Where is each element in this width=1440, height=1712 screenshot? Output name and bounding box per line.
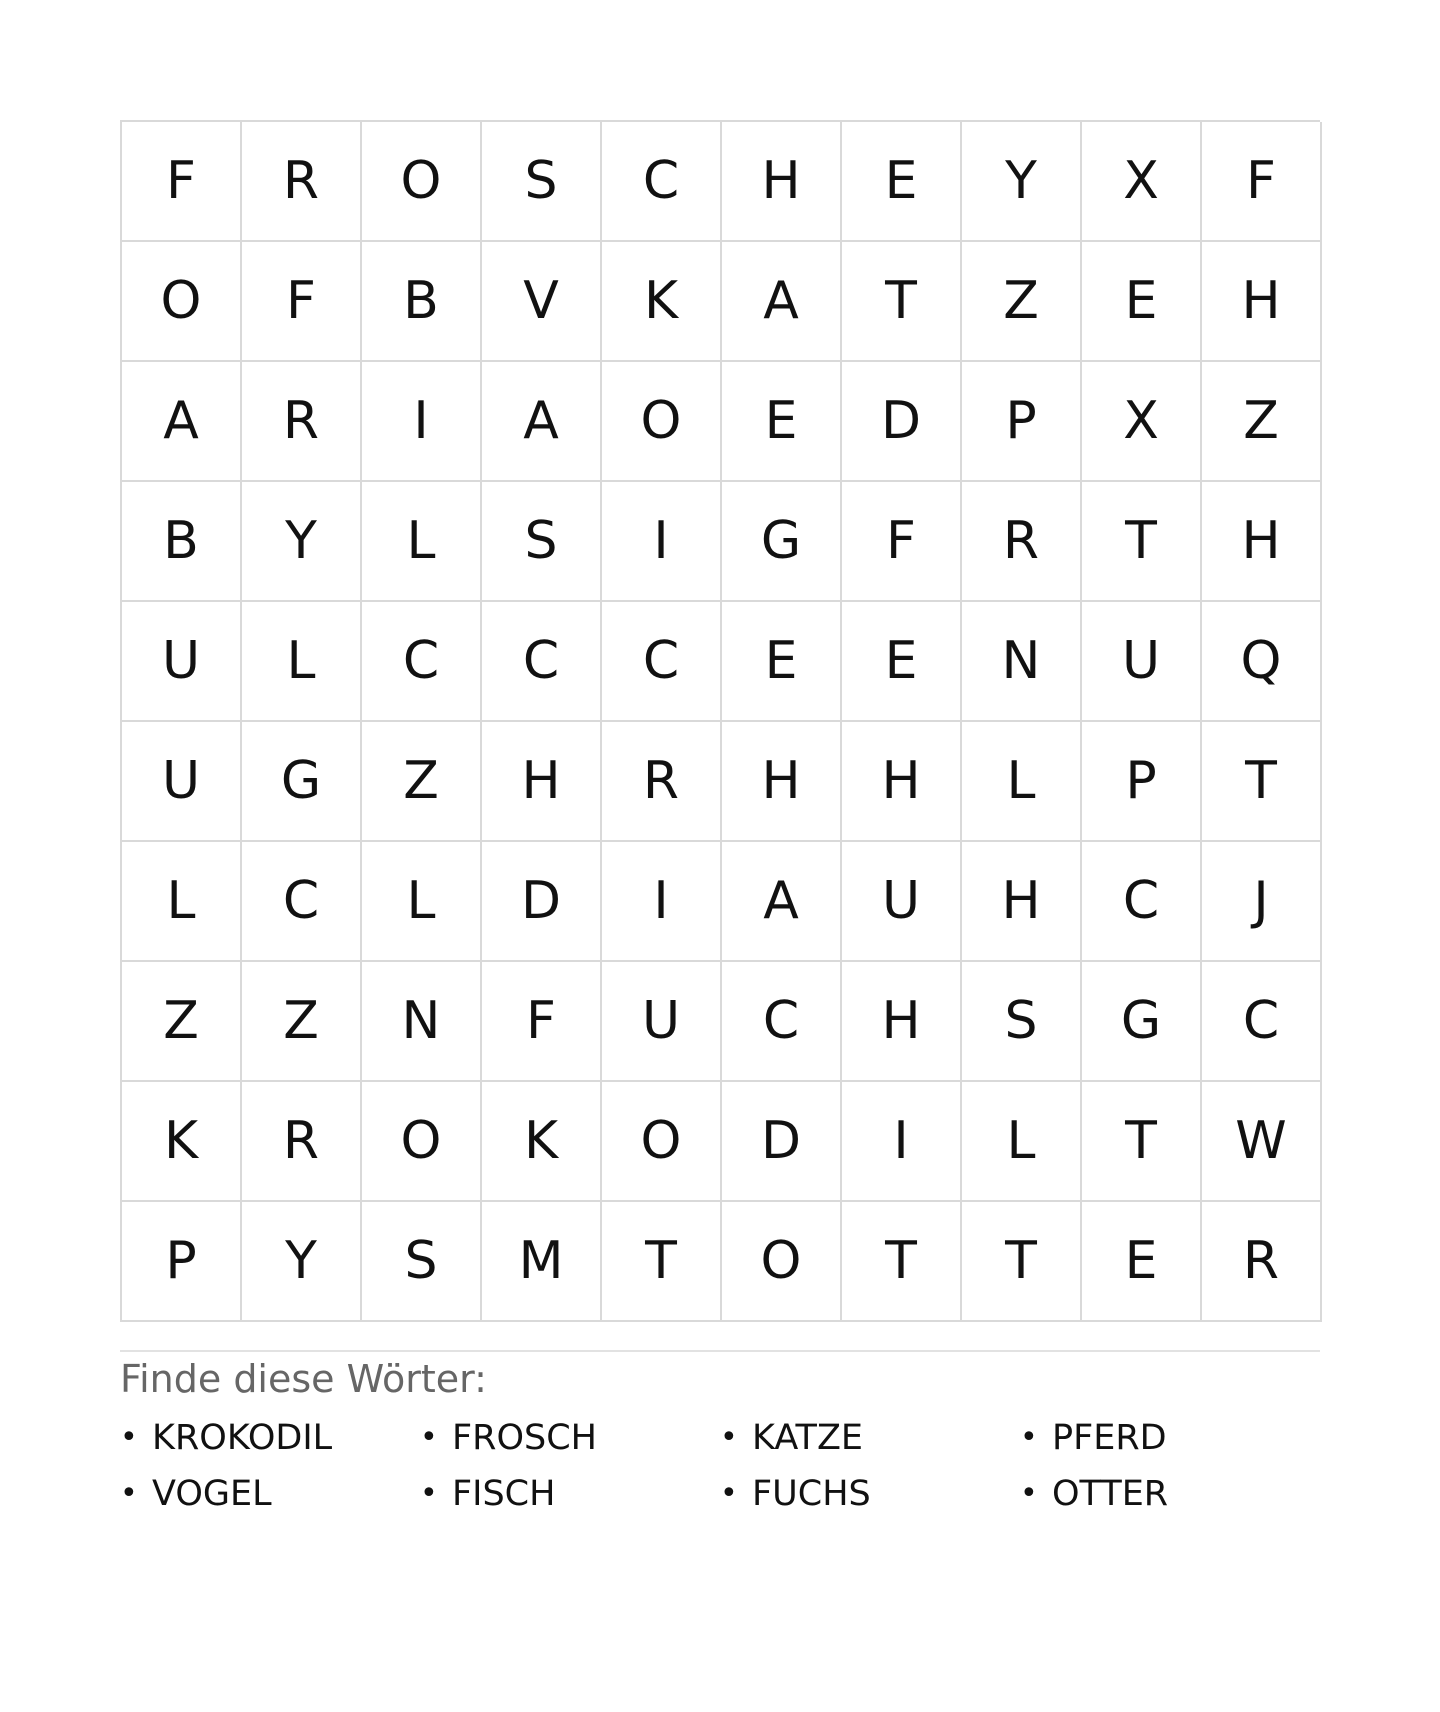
grid-cell[interactable]: X	[1082, 122, 1202, 242]
grid-cell[interactable]: O	[602, 362, 722, 482]
grid-cell[interactable]: L	[362, 842, 482, 962]
grid-cell[interactable]: U	[602, 962, 722, 1082]
grid-cell[interactable]: R	[602, 722, 722, 842]
grid-cell[interactable]: E	[1082, 1202, 1202, 1322]
word-list-item	[420, 1470, 720, 1518]
grid-cell[interactable]: S	[362, 1202, 482, 1322]
grid-cell[interactable]: G	[242, 722, 362, 842]
grid-cell[interactable]: C	[602, 602, 722, 722]
grid-cell[interactable]: Z	[242, 962, 362, 1082]
grid-cell[interactable]: N	[362, 962, 482, 1082]
grid-cell[interactable]: S	[962, 962, 1082, 1082]
grid-cell[interactable]: O	[602, 1082, 722, 1202]
word-label: PFERD	[1052, 1418, 1167, 1458]
grid-cell[interactable]: E	[1082, 242, 1202, 362]
word-list-heading: Finde diese Wörter:	[120, 1357, 487, 1401]
bullet-icon: •	[1020, 1420, 1038, 1455]
grid-cell[interactable]: A	[722, 842, 842, 962]
grid-cell[interactable]: X	[1082, 362, 1202, 482]
grid-cell[interactable]: U	[122, 722, 242, 842]
word-list-item	[1020, 1414, 1320, 1462]
word-label: FISCH	[452, 1474, 556, 1514]
grid-cell[interactable]: C	[242, 842, 362, 962]
grid-cell[interactable]: R	[242, 1082, 362, 1202]
bullet-icon: •	[1020, 1476, 1038, 1511]
grid-cell[interactable]: Z	[962, 242, 1082, 362]
grid-cell[interactable]: H	[962, 842, 1082, 962]
word-list	[120, 1414, 1320, 1518]
grid-cell[interactable]: P	[1082, 722, 1202, 842]
grid-cell[interactable]: T	[842, 242, 962, 362]
grid-cell[interactable]: K	[122, 1082, 242, 1202]
grid-cell[interactable]: B	[122, 482, 242, 602]
grid-cell[interactable]: P	[962, 362, 1082, 482]
grid-cell[interactable]: L	[362, 482, 482, 602]
grid-cell[interactable]: O	[722, 1202, 842, 1322]
grid-cell[interactable]: Z	[122, 962, 242, 1082]
grid-cell[interactable]: C	[482, 602, 602, 722]
bullet-icon: •	[420, 1476, 438, 1511]
grid-cell[interactable]: A	[482, 362, 602, 482]
grid-cell[interactable]: W	[1202, 1082, 1322, 1202]
word-label: VOGEL	[152, 1474, 272, 1514]
grid-cell[interactable]: D	[482, 842, 602, 962]
grid-cell[interactable]: L	[122, 842, 242, 962]
word-label: FUCHS	[752, 1474, 871, 1514]
grid-cell[interactable]: M	[482, 1202, 602, 1322]
grid-cell[interactable]: H	[842, 962, 962, 1082]
grid-cell[interactable]: S	[482, 122, 602, 242]
grid-cell[interactable]: U	[1082, 602, 1202, 722]
grid-cell[interactable]: G	[722, 482, 842, 602]
bullet-icon: •	[420, 1420, 438, 1455]
grid-cell[interactable]: E	[722, 602, 842, 722]
bullet-icon: •	[120, 1476, 138, 1511]
grid-cell[interactable]: K	[482, 1082, 602, 1202]
divider	[120, 1350, 1320, 1352]
grid-cell[interactable]: C	[1202, 962, 1322, 1082]
word-search-puzzle	[120, 120, 1320, 1518]
grid-cell[interactable]: C	[722, 962, 842, 1082]
grid-cell[interactable]: L	[962, 1082, 1082, 1202]
grid-cell[interactable]: I	[842, 1082, 962, 1202]
grid-cell[interactable]: Z	[1202, 362, 1322, 482]
grid-cell[interactable]: H	[842, 722, 962, 842]
word-label: OTTER	[1052, 1474, 1169, 1514]
word-list-item	[720, 1414, 1020, 1462]
grid-cell[interactable]: L	[962, 722, 1082, 842]
grid-cell[interactable]: T	[602, 1202, 722, 1322]
grid-cell[interactable]: H	[722, 722, 842, 842]
grid-cell[interactable]: A	[722, 242, 842, 362]
grid-cell[interactable]: G	[1082, 962, 1202, 1082]
grid-cell[interactable]: N	[962, 602, 1082, 722]
letter-grid	[120, 120, 1320, 1322]
grid-cell[interactable]: V	[482, 242, 602, 362]
grid-cell[interactable]: C	[362, 602, 482, 722]
word-label: KROKODIL	[152, 1418, 333, 1458]
grid-cell[interactable]: F	[1202, 122, 1322, 242]
bullet-icon: •	[120, 1420, 138, 1455]
grid-cell[interactable]: O	[122, 242, 242, 362]
grid-cell[interactable]: C	[1082, 842, 1202, 962]
grid-cell[interactable]: F	[482, 962, 602, 1082]
grid-cell[interactable]: D	[842, 362, 962, 482]
grid-cell[interactable]: H	[1202, 242, 1322, 362]
bullet-icon: •	[720, 1476, 738, 1511]
grid-cell[interactable]: O	[362, 1082, 482, 1202]
grid-cell[interactable]: J	[1202, 842, 1322, 962]
word-label: KATZE	[752, 1418, 864, 1458]
grid-cell[interactable]: R	[242, 362, 362, 482]
grid-cell[interactable]: B	[362, 242, 482, 362]
word-list-item	[720, 1470, 1020, 1518]
grid-cell[interactable]: E	[842, 602, 962, 722]
word-list-item	[120, 1470, 420, 1518]
grid-cell[interactable]: K	[602, 242, 722, 362]
word-list-item	[1020, 1470, 1320, 1518]
grid-cell[interactable]: Y	[242, 1202, 362, 1322]
grid-cell[interactable]: Y	[962, 122, 1082, 242]
word-list-item	[420, 1414, 720, 1462]
grid-cell[interactable]: L	[242, 602, 362, 722]
grid-cell[interactable]: R	[962, 482, 1082, 602]
grid-cell[interactable]: E	[842, 122, 962, 242]
grid-cell[interactable]: F	[842, 482, 962, 602]
grid-cell[interactable]: H	[482, 722, 602, 842]
grid-cell[interactable]: C	[602, 122, 722, 242]
bullet-icon: •	[720, 1420, 738, 1455]
grid-cell[interactable]: Y	[242, 482, 362, 602]
grid-cell[interactable]: T	[842, 1202, 962, 1322]
grid-cell[interactable]: S	[482, 482, 602, 602]
grid-cell[interactable]: F	[242, 242, 362, 362]
grid-cell[interactable]: T	[1202, 722, 1322, 842]
grid-cell[interactable]: P	[122, 1202, 242, 1322]
grid-cell[interactable]: U	[842, 842, 962, 962]
grid-cell[interactable]: T	[962, 1202, 1082, 1322]
grid-cell[interactable]: R	[242, 122, 362, 242]
grid-cell[interactable]: O	[362, 122, 482, 242]
grid-cell[interactable]: H	[722, 122, 842, 242]
grid-cell[interactable]: Q	[1202, 602, 1322, 722]
grid-cell[interactable]: E	[722, 362, 842, 482]
grid-cell[interactable]: I	[602, 482, 722, 602]
grid-cell[interactable]: U	[122, 602, 242, 722]
grid-cell[interactable]: T	[1082, 1082, 1202, 1202]
grid-cell[interactable]: A	[122, 362, 242, 482]
grid-cell[interactable]: H	[1202, 482, 1322, 602]
grid-cell[interactable]: R	[1202, 1202, 1322, 1322]
grid-cell[interactable]: Z	[362, 722, 482, 842]
word-label: FROSCH	[452, 1418, 597, 1458]
grid-cell[interactable]: T	[1082, 482, 1202, 602]
grid-cell[interactable]: I	[602, 842, 722, 962]
grid-cell[interactable]: D	[722, 1082, 842, 1202]
grid-cell[interactable]: I	[362, 362, 482, 482]
grid-cell[interactable]: F	[122, 122, 242, 242]
word-list-item	[120, 1414, 420, 1462]
